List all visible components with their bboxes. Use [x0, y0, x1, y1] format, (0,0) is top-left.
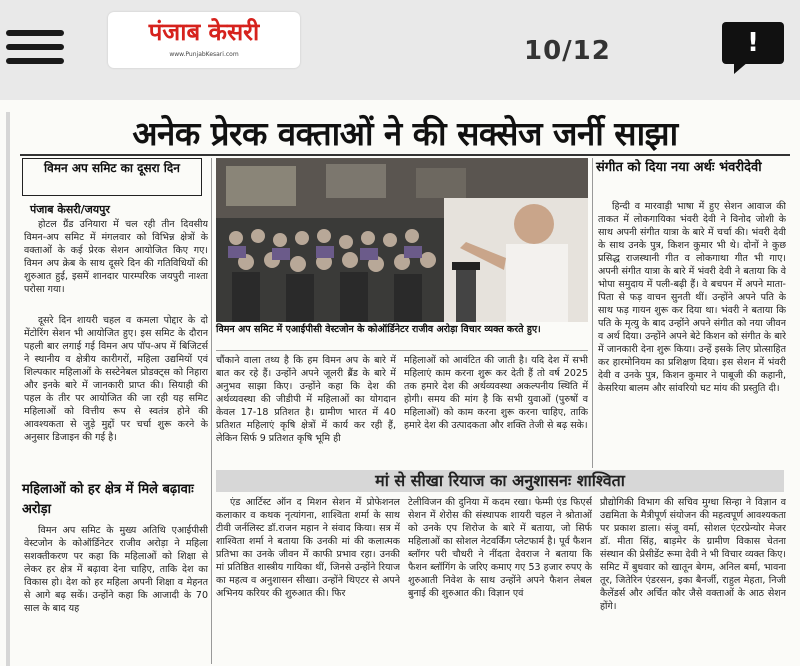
logo-brand-text: पंजाब केसरी: [148, 17, 260, 46]
col1-paragraph-2: दूसरे दिन शायरी चहल व कमला पोद्दार के दो मेंटोरिंग सेशन भी आयोजित हुए। इस समिट के दौरान पहली बार लगाई गई विमन अप पॉप-अप में बिजिटर्स ने स्थानीय व क्षेत्रीय कारीगरों, महिला उद्यमियों एवं शिल्पकार महिलाओं के सस्टेनेबल प्रोडक्ट्स को निहारा और इनके बारे में जानकारी प्राप्त की। सियाही की पहल के तीर पर आयोजित की जा रही यह समिट महिलाओं को वित्तीय रूप से स्वतंत्र होने की आवश्यकता से जुड़े मुद्दों पर चर्चा शुरू करने के अनुसार डिजाइन की गई है।: [24, 315, 208, 443]
section-box-heading: विमन अप समिट का दूसरा दिन: [22, 158, 202, 196]
right-column-text: हिन्दी व मारवाड़ी भाषा में हुए सेशन आवाज की ताकत में लोकगायिका भंवरी देवी ने विनोद जोशी के साथ अपनी संगीत यात्रा के बारे में चर्चा की। भंवरी देवी के साथ उनके पुत्र, किशन कुमार भी थे। दोनों ने कुछ प्रसिद्ध राजस्थानी गीत व लोकगाथा गीत भी गाए। अपनी संगीत यात्रा के बारे में भंवरी देवी ने बताया कि वे भोपा समुदाय में पली-बढ़ी हैं। वे बचपन में अपने माता-पिता से फड़ वाचन सुनती थीं। उन्होंने अपने पति के साथ फड़ गायन शुरू कर दिया था। भंवरी ने बताया कि पति के मृत्यु के बाद उन्होंने अपने संगीत को नया जीवन व अर्थ दिया। उन्होंने अपने बेटे किशन को संगीत के बारे में जानकारी देना शुरू किया। उन्हें इसके लिए प्रोत्साहित कर हारमोनियम का प्रशिक्षण दिया। इस सेशन में भंवरी देवी व उनके पुत्र, किशन कुमार ने पाबूजी की कहानी, केसरिया बालम और सांवरियो घट मांय की प्रस्तुति दी।: [598, 201, 786, 394]
bottom-col3-text: प्रौद्योगिकी विभाग की सचिव मुग्धा सिन्हा ने विज्ञान व उद्यमिता के मैत्रीपूर्ण संयोजन की महत्वपूर्ण आवश्यकता पर प्रकाश डाला। संजू वर्मा, सोशल एंटरप्रेन्योर मेजर डॉ. मीता सिंह, बाड़मेर के ग्रामीण विकास चेतना संस्थान की प्रेसीडेंट रूमा देवी ने भी विचार व्यक्त किए। समिट में बुधवार को खातून बेगम, अनिल बर्मा, भावना तूर, जितेरिन एंडरसन, इका बैनर्जी, राहुल मेहता, निजी कैलेंडर्स और अर्चित कौर जैसे वक्ताओं के आठ सेशन होंगे।: [600, 497, 786, 612]
photo-caption: विमन अप समिट में एआईपीसी वेस्टजोन के कोऑर्डिनेटर राजीव अरोड़ा विचार व्यक्त करते हुए।: [216, 324, 541, 335]
hamburger-menu-icon[interactable]: [6, 24, 64, 68]
col1-subheading: महिलाओं को हर क्षेत्र में मिले बढ़ावाः अरोड़ा: [22, 482, 194, 517]
chat-bubble-icon[interactable]: [722, 22, 784, 74]
col1-paragraph-3: विमन अप समिट के मुख्य अतिथि एआईपीसी वेस्टजोन के कोऑर्डिनेटर राजीव अरोड़ा ने महिला सशक्तीकरण पर कहा कि महिलाओं को शिक्षा से लेकर हर क्षेत्र में बढ़ावा देना चाहिए, ताकि देश का विकास हो। देश को हर महिला अपनी शिक्षा व मेहनत से आगे बढ़ सकें। उन्होंने कहा कि आजादी के 70 साल के बाद यह: [24, 525, 208, 614]
page-indicator: 10/12: [524, 36, 611, 66]
article-photo: [216, 158, 588, 322]
publication-logo[interactable]: [108, 12, 300, 68]
dateline: पंजाब केसरी/जयपुर: [30, 203, 110, 216]
app-top-bar: [0, 0, 800, 100]
logo-site-text: www.PunjabKesari.com: [169, 51, 239, 58]
bottom-col1-text: एंड आर्टिस्ट ऑन द मिशन सेशन में प्रोफेशनल कलाकार व कथक नृत्यांगना, शाश्विता शर्मा के साथ टीवी जर्नलिस्ट डॉ.राजन महान ने संवाद किया। सत्र में शाश्विता शर्मा ने बताया कि उनकी मां की कलात्मक प्रतिभा का उनके जीवन में काफी प्रभाव रहा। उनकी मां प्रतिष्ठित शास्त्रीय गायिका थीं, जिनसे उन्होंने रियाज का महत्व व अनुशासन सीखा। उन्होंने थिएटर से अपने अभिनय करियर की शुरुआत की। फिर: [216, 497, 400, 599]
col2-text: चौंकाने वाला तथ्य है कि हम विमन अप के बारे में बात कर रहे हैं। उन्होंने अपने जूलरी ब्रैंड के बारे में अनुभव साझा किए। उन्होंने कहा कि देश की अर्थव्यवस्था की जीडीपी में महिलाओं का योगदान केवल 17-18 प्रतिशत है। ग्रामीण भारत में 40 प्रतिशत महिलाएं कृषि क्षेत्रों में कार्य कर रही हैं, लेकिन सिर्फ 9 प्रतिशत कृषि भूमि ही: [216, 355, 396, 444]
headline-divider: [20, 154, 790, 156]
right-subheading: संगीत को दिया नया अर्थः भंवरीदेवी: [596, 160, 762, 175]
col3-text: महिलाओं को आवंटित की जाती है। यदि देश में सभी महिलाएं काम करना शुरू कर देती हैं तो वर्ष 2025 तक हमारे देश की अर्थव्यवस्था अकल्पनीय स्थिति में होगी। समय की मांग है कि सभी युवाओं (पुरुषों व महिलाओं) को काम करना शुरू करना चाहिए, ताकि हमारे देश की उत्पादकता और शक्ति तेजी से बढ़ सके।: [404, 355, 588, 431]
newspaper-page: [0, 100, 800, 666]
chat-mark: !: [747, 28, 759, 58]
col1-paragraph-1: होटल ग्रैंड उनियारा में चल रही तीन दिवसीय विमन-अप समिट में मंगलवार को विभिन्न क्षेत्रों के वक्ताओं के कई प्रेरक सेशन आयोजित किए गए। विमन अप क्रेब के साथ दूसरे दिन की गतिविधियों की शुरुआत हुई, इसमें शानदार पारम्परिक जयपुरी नाश्ता परोसा गया।: [24, 219, 208, 295]
article-headline: अनेक प्रेरक वक्ताओं ने की सक्सेज जर्नी साझा: [132, 114, 678, 153]
section-band-heading: मां से सीखा रियाज का अनुशासनः शाश्विता: [216, 470, 784, 492]
bottom-col2-text: टेलीविजन की दुनिया में कदम रखा। फेम्मी एंड फिएर्स सेशन में शेरोस की संस्थापक शायरी चहल ने श्रोताओं को उनके एप शिरोज के बारे में बताया, जो सिर्फ महिलाओं का सोशल नेटवर्किंग प्लेटफार्म है। पूर्व फैशन ब्लॉगर परी चौधरी ने नींदता देवराज ने बताया कि फैशन ब्लॉगिंग के जरिए कमाए गए 53 हजार रुपए के शुरुआती निवेश के साथ उन्होंने अपने फैशन लेबल बुनाई की शुरुआत की। विज्ञान एवं: [408, 497, 592, 599]
